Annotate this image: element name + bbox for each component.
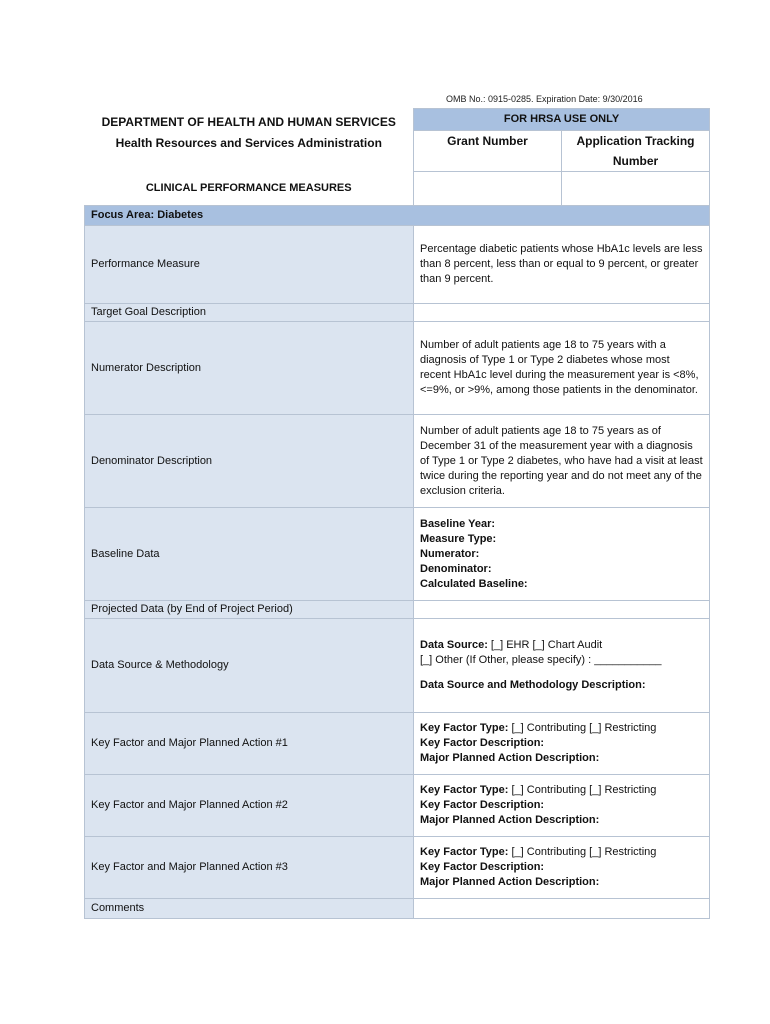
baseline-numerator: Numerator: (420, 547, 480, 560)
hrsa-use-only: FOR HRSA USE ONLY (414, 109, 710, 131)
key-factor-type-options[interactable]: [_] Contributing [_] Restricting (511, 784, 657, 796)
performance-measure-label: Performance Measure (85, 226, 414, 304)
key-factor-1-value[interactable] (414, 713, 710, 775)
key-factor-description: Key Factor Description: (420, 799, 545, 811)
key-factor-type-options[interactable]: [_] Contributing [_] Restricting (511, 846, 657, 858)
data-source-label: Data Source & Methodology (85, 619, 414, 713)
data-source-value[interactable] (414, 619, 710, 713)
denominator-label: Denominator Description (85, 415, 414, 508)
clinical-performance-form (84, 108, 709, 919)
key-factor-2-label: Key Factor and Major Planned Action #2 (85, 775, 414, 837)
key-factor-1-label: Key Factor and Major Planned Action #1 (85, 713, 414, 775)
grant-number-field[interactable] (414, 172, 562, 206)
baseline-measure-type: Measure Type: (420, 532, 497, 545)
key-factor-description: Key Factor Description: (420, 737, 545, 749)
department-title: DEPARTMENT OF HEALTH AND HUMAN SERVICES (101, 114, 396, 129)
administration-title: Health Resources and Services Administration (115, 135, 382, 150)
numerator-value: Number of adult patients age 18 to 75 years with a diagnosis of Type 1 or Type 2 diabetes whose most recent HbA1c level during the measurement year is <8%, <=9%, or >9%, among those patients in the denominator. (414, 322, 710, 415)
key-factor-3-value[interactable] (414, 837, 710, 899)
comments-label: Comments (85, 899, 414, 919)
key-factor-2-value[interactable] (414, 775, 710, 837)
key-factor-type-options[interactable]: [_] Contributing [_] Restricting (511, 722, 657, 734)
department-cell (85, 109, 414, 172)
baseline-value[interactable] (414, 508, 710, 601)
omb-number: OMB No.: 0915-0285. Expiration Date: 9/30/2016 (446, 94, 643, 104)
major-planned-action: Major Planned Action Description: (420, 876, 600, 888)
key-factor-type-label: Key Factor Type: (420, 722, 509, 734)
baseline-label: Baseline Data (85, 508, 414, 601)
data-source-description: Data Source and Methodology Description: (420, 679, 646, 691)
performance-measure-value: Percentage diabetic patients whose HbA1c levels are less than 8 percent, less than or equal to 9 percent, or greater than 9 percent. (414, 226, 710, 304)
denominator-value: Number of adult patients age 18 to 75 years as of December 31 of the measurement year with a diagnosis of Type 1 or Type 2 diabetes, who have had a visit at least twice during the reporting year and do not meet any of the exclusion criteria. (414, 415, 710, 508)
projected-data-field[interactable] (414, 601, 710, 619)
focus-area: Focus Area: Diabetes (85, 206, 710, 226)
numerator-label: Numerator Description (85, 322, 414, 415)
application-tracking-field[interactable] (562, 172, 710, 206)
data-source-heading: Data Source: (420, 639, 488, 651)
major-planned-action: Major Planned Action Description: (420, 752, 600, 764)
major-planned-action: Major Planned Action Description: (420, 814, 600, 826)
application-tracking-header: Application Tracking Number (562, 131, 710, 172)
baseline-calculated: Calculated Baseline: (420, 577, 528, 590)
target-goal-field[interactable] (414, 304, 710, 322)
key-factor-description: Key Factor Description: (420, 861, 545, 873)
projected-data-label: Projected Data (by End of Project Period) (85, 601, 414, 619)
key-factor-type-label: Key Factor Type: (420, 784, 509, 796)
data-source-options[interactable]: [_] EHR [_] Chart Audit (490, 639, 603, 651)
measure-table (84, 108, 710, 919)
comments-field[interactable] (414, 899, 710, 919)
data-source-other[interactable]: [_] Other (If Other, please specify) : ___________ (420, 654, 662, 666)
key-factor-3-label: Key Factor and Major Planned Action #3 (85, 837, 414, 899)
grant-number-header: Grant Number (414, 131, 562, 172)
baseline-year: Baseline Year: (420, 517, 496, 530)
section-title: CLINICAL PERFORMANCE MEASURES (85, 172, 414, 206)
target-goal-label: Target Goal Description (85, 304, 414, 322)
baseline-denominator: Denominator: (420, 562, 492, 575)
key-factor-type-label: Key Factor Type: (420, 846, 509, 858)
